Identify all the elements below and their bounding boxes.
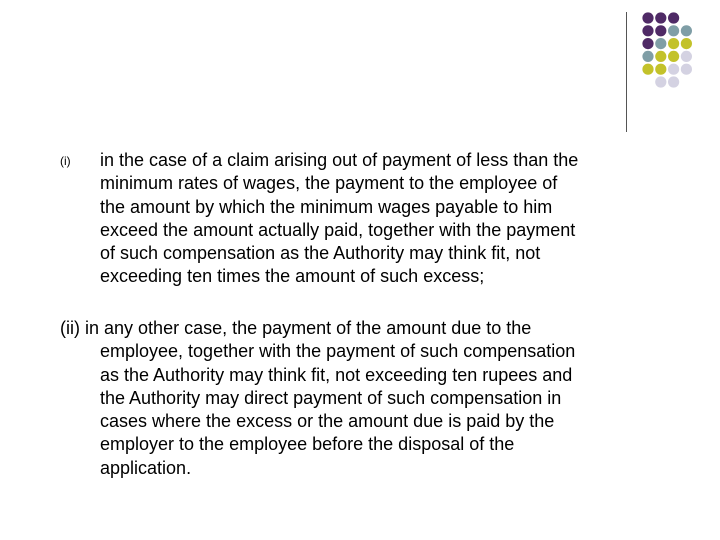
- decorative-dot: [642, 25, 653, 36]
- item-ii-marker: (ii): [60, 318, 80, 338]
- decorative-dot: [668, 25, 679, 36]
- decorative-dot: [668, 12, 679, 23]
- decorative-dot: [681, 64, 692, 75]
- decorative-dot: [681, 51, 692, 62]
- decorative-dot: [642, 64, 653, 75]
- decorative-dot: [642, 38, 653, 49]
- item-ii-first-line-text: in any other case, the payment of the amount due to the: [85, 318, 532, 338]
- item-ii: [60, 317, 680, 480]
- decorative-dot: [655, 38, 666, 49]
- item-i-marker: (i): [60, 154, 71, 168]
- decorative-dot: [642, 12, 653, 23]
- decorative-dot: [668, 51, 679, 62]
- decorative-dot: [655, 25, 666, 36]
- decorative-dot: [681, 38, 692, 49]
- decorative-dot: [655, 64, 666, 75]
- decorative-dot: [668, 76, 679, 87]
- decorative-vertical-line: [626, 12, 627, 132]
- decorative-dot: [642, 51, 653, 62]
- decorative-dot: [655, 51, 666, 62]
- decorative-dot: [655, 76, 666, 87]
- item-i-text: in the case of a claim arising out of payment of less than the minimum rates of wages, the payment to the employee of the amount by which the minimum wages payable to him exceed the amount actually paid, together with the payment of such compensation as the Authority may think fit, not exceeding ten times the amount of such excess;: [100, 150, 579, 287]
- decorative-dot-grid: [0, 0, 720, 140]
- item-ii-first-line: [60, 317, 680, 340]
- decorative-dot: [681, 25, 692, 36]
- decorative-dot: [668, 64, 679, 75]
- decorative-dot: [668, 38, 679, 49]
- decorative-dot: [655, 12, 666, 23]
- item-ii-continuation: employee, together with the payment of such compensation as the Authority may think fit, not exceeding ten rupees and the Authority may direct payment of such compensation in cases where the excess or the amount due is paid by the employer to the employee before the disposal of the application.: [100, 341, 576, 478]
